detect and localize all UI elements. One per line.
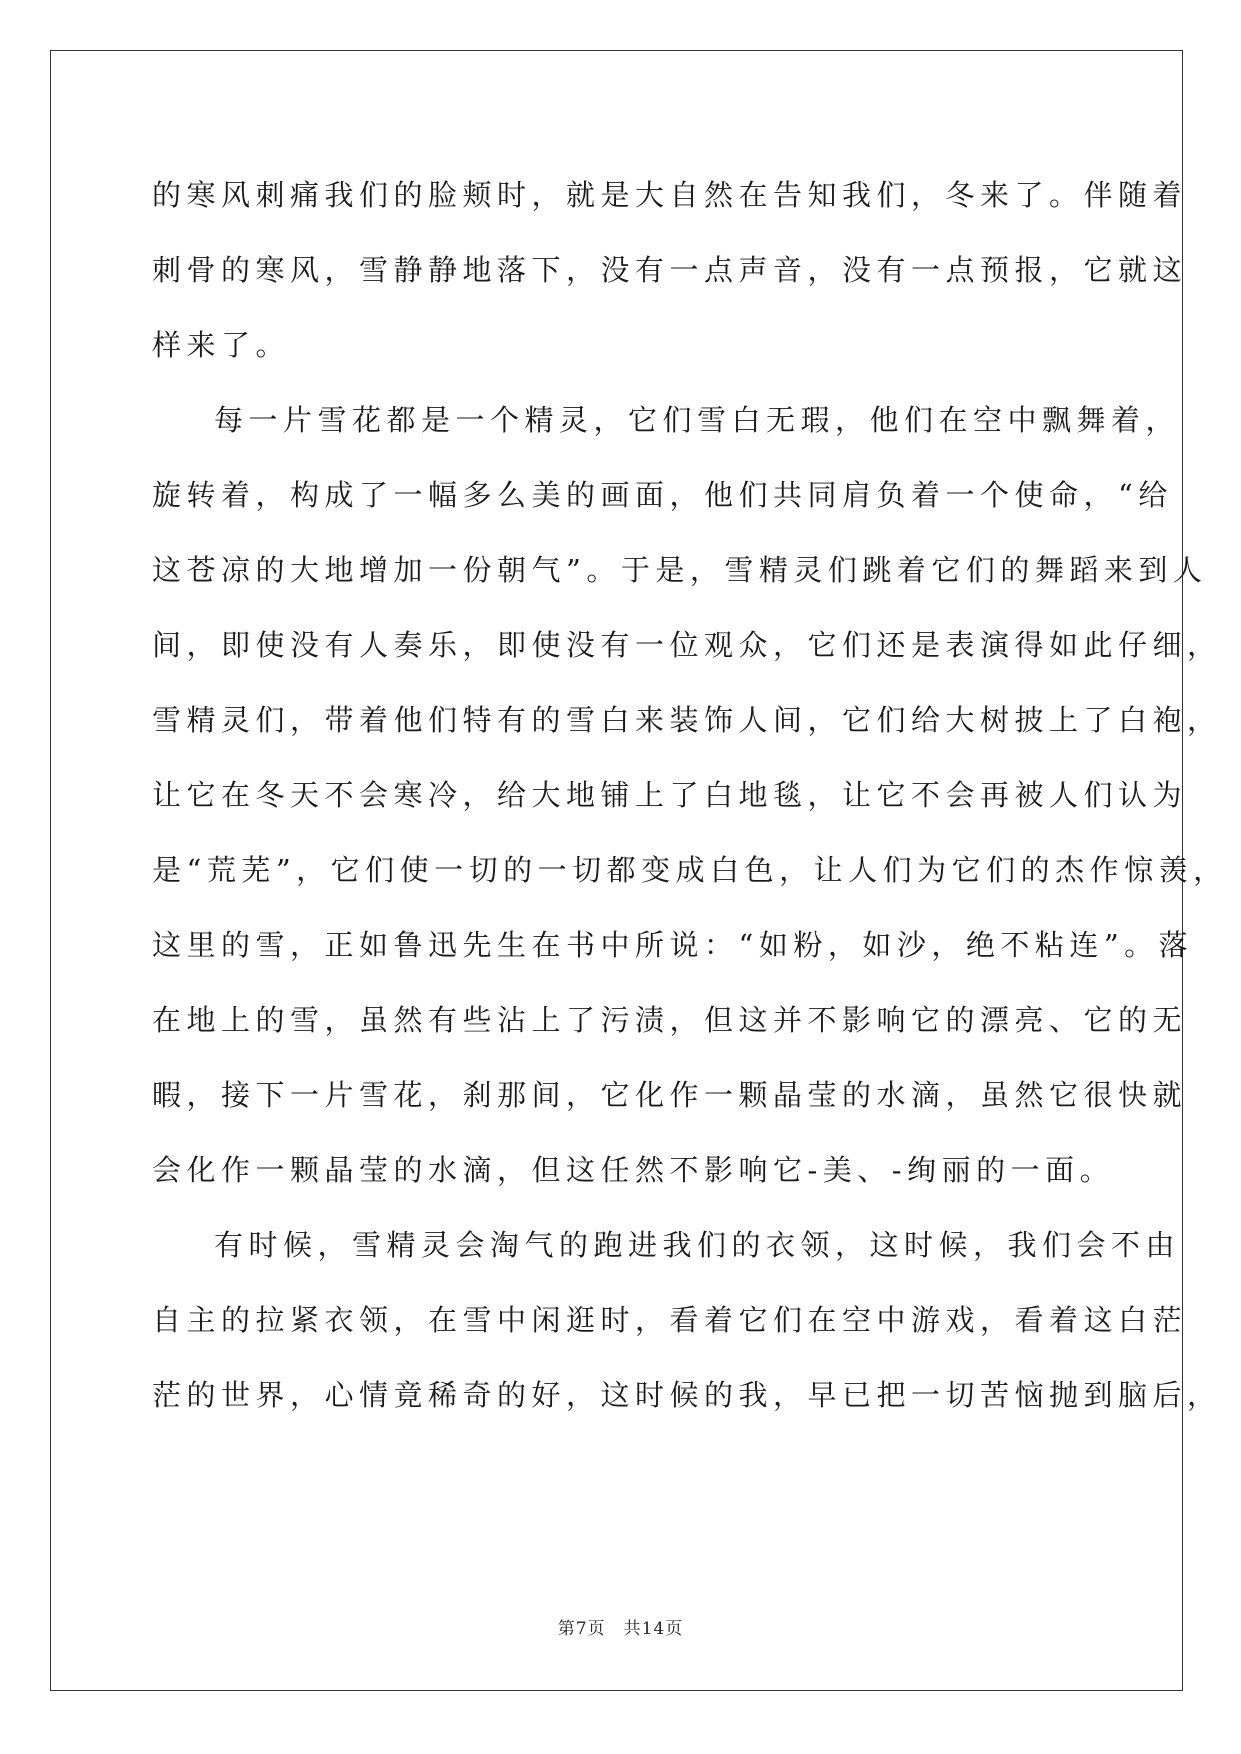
text-line: 这苍凉的大地增加一份朝气”。于是，雪精灵们跳着它们的舞蹈来到人	[152, 553, 1208, 587]
text-line: 是“荒芜”，它们使一切的一切都变成白色，让人们为它们的杰作惊羡，	[152, 853, 1228, 887]
paragraph-first-line: 有时候，雪精灵会淘气的跑进我们的衣领，这时候，我们会不由	[214, 1228, 1181, 1262]
text-line: 这里的雪，正如鲁迅先生在书中所说：“如粉，如沙，绝不粘连”。落	[152, 928, 1194, 962]
text-line: 的寒风刺痛我们的脸颊时，就是大自然在告知我们，冬来了。伴随着	[152, 178, 1188, 212]
text-line: 暇，接下一片雪花，刹那间，它化作一颗晶莹的水滴，虽然它很快就	[152, 1078, 1188, 1112]
body-text	[152, 158, 1228, 1433]
text-line: 会化作一颗晶莹的水滴，但这任然不影响它-美、-绚丽的一面。	[152, 1153, 1115, 1187]
text-line: 样来了。	[152, 328, 291, 362]
text-line: 茫的世界，心情竟稀奇的好，这时候的我，早已把一切苦恼抛到脑后，	[152, 1378, 1222, 1412]
text-line: 在地上的雪，虽然有些沾上了污渍，但这并不影响它的漂亮、它的无	[152, 1003, 1188, 1037]
text-line: 自主的拉紧衣领，在雪中闲逛时，看着它们在空中游戏，看着这白茫	[152, 1303, 1188, 1337]
text-line: 间，即使没有人奏乐，即使没有一位观众，它们还是表演得如此仔细，	[152, 628, 1222, 662]
paragraph-first-line: 每一片雪花都是一个精灵，它们雪白无瑕，他们在空中飘舞着，	[214, 403, 1181, 437]
page-number-footer: 第7页 共14页	[557, 1619, 684, 1639]
text-line: 旋转着，构成了一幅多么美的画面，他们共同肩负着一个使命，“给	[152, 478, 1173, 512]
text-line: 让它在冬天不会寒冷，给大地铺上了白地毯，让它不会再被人们认为	[152, 778, 1188, 812]
text-line: 雪精灵们，带着他们特有的雪白来装饰人间，它们给大树披上了白袍，	[152, 703, 1222, 737]
text-line: 刺骨的寒风，雪静静地落下，没有一点声音，没有一点预报，它就这	[152, 253, 1188, 287]
